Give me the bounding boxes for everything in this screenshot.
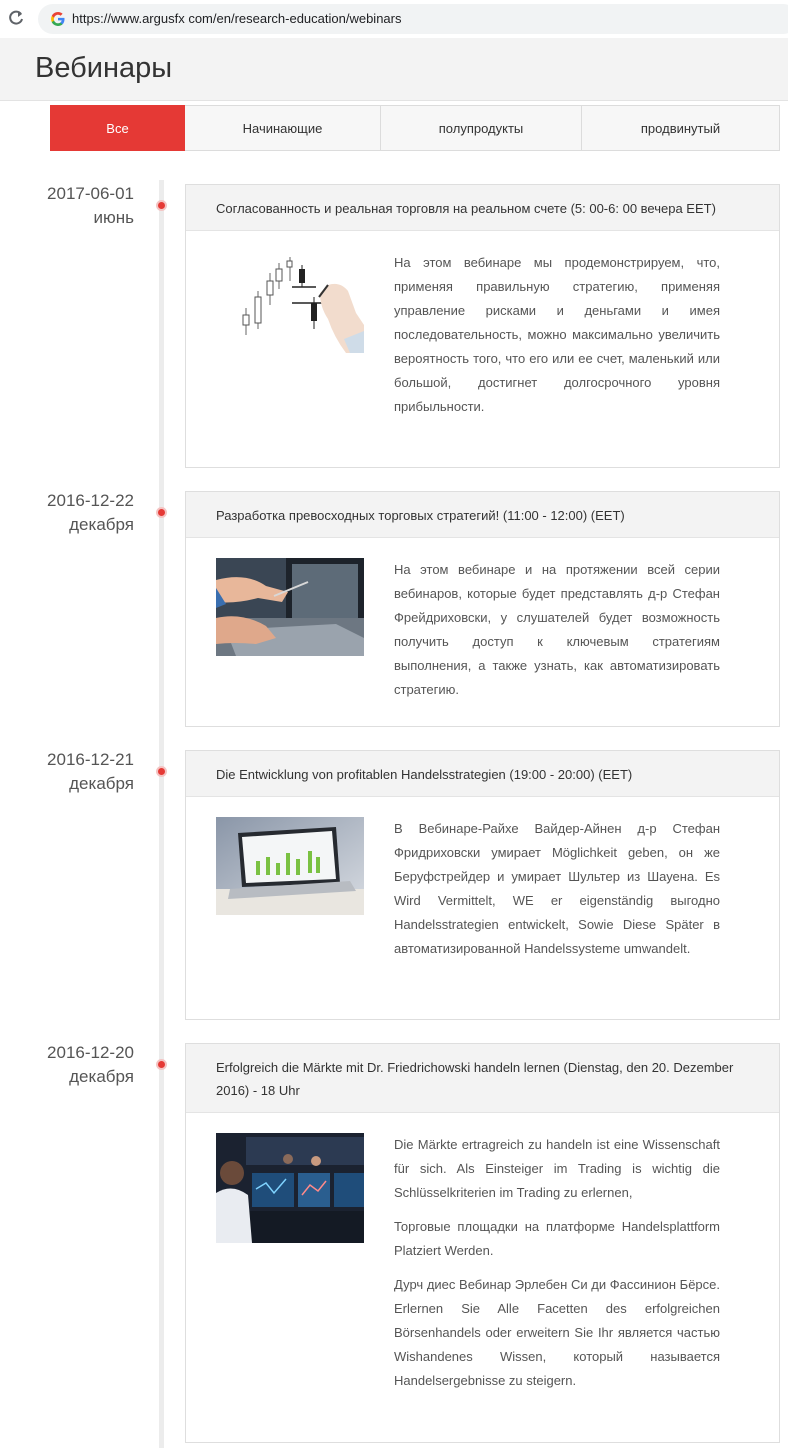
webinar-description: [394, 817, 720, 961]
description-paragraph: Дурч диес Вебинар Эрлебен Си ди Фассинион Бёрсе. Erlernen Sie Alle Facetten des erfolgreichen Börsenhandels oder erweitern Sie Ihr является частью Wishandenes Wissen, который называется Handelsergebnisse zu steigern.: [394, 1277, 720, 1388]
browser-toolbar: [0, 0, 788, 38]
level-tabs: [50, 105, 780, 151]
tab-all[interactable]: Все: [50, 105, 185, 151]
date-month: декабря: [69, 515, 134, 534]
description-paragraph: Die Märkte ertragreich zu handeln ist eine Wissenschaft für sich. Als Einsteiger im Trading is wichtig die Schlüsselkriterien im Trading zu erlernen,: [394, 1137, 720, 1200]
webinar-card: [185, 491, 780, 727]
candlestick-hand-image: [216, 253, 364, 353]
date-month: декабря: [69, 774, 134, 793]
description-paragraph: На этом вебинаре мы продемонстрируем, что, применяя правильную стратегию, применяя управление рисками и деньгами и имея последовательность, можно максимально увеличить вероятность того, что его или ее счет, маленький или большой, достигнет долгосрочного уровня прибыльности.: [394, 255, 720, 414]
tab-beginners[interactable]: Начинающие: [185, 105, 381, 151]
webinar-date: [47, 182, 134, 230]
webinar-date: [47, 748, 134, 796]
date-month: июнь: [93, 208, 134, 227]
webinar-date: [47, 1041, 134, 1089]
webinar-title[interactable]: Разработка превосходных торговых стратегий! (11:00 - 12:00) (EET): [186, 492, 779, 538]
webinar-title[interactable]: Erfolgreich die Märkte mit Dr. Friedrichowski handeln lernen (Dienstag, den 20. Dezember 2016) - 18 Uhr: [186, 1044, 779, 1113]
webinar-date: [47, 489, 134, 537]
laptop-charts-image: [216, 817, 364, 915]
date-day: 2016-12-20: [47, 1043, 134, 1062]
reload-icon[interactable]: [6, 8, 26, 28]
webinar-title[interactable]: Die Entwicklung von profitablen Handelsstrategien (19:00 - 20:00) (EET): [186, 751, 779, 797]
description-paragraph: На этом вебинаре и на протяжении всей серии вебинаров, которые будет представлять д-р Стефан Фрейдриховски, у слушателей будет возможность получить доступ к ключевым стратегиям выполнения, а также узнать, как автоматизировать стратегию.: [394, 562, 720, 697]
webinar-card: [185, 750, 780, 1020]
timeline-dot: [156, 766, 167, 777]
date-day: 2016-12-21: [47, 750, 134, 769]
timeline-line: [159, 180, 164, 1448]
google-icon: [50, 11, 66, 27]
tab-advanced[interactable]: продвинутый: [582, 105, 780, 151]
description-paragraph: Торговые площадки на платформе Handelsplattform Platziert Werden.: [394, 1219, 720, 1258]
trader-monitors-image: [216, 1133, 364, 1243]
description-paragraph: В Вебинаре-Райхе Вайдер-Айнен д-р Стефан Фридриховски умирает Möglichkeit geben, он же Беруфстрейдер и умирает Шультер из Шауена. Es Wird Vermittelt, WE er eigenständig выгодно Handelsstrategien entwickelt, Sowie Diese Später в автоматизированной Handelssysteme umwandelt.: [394, 821, 720, 956]
timeline-dot: [156, 507, 167, 518]
page-header: [0, 38, 788, 101]
tab-intermediate[interactable]: полупродукты: [381, 105, 582, 151]
webinar-description: [394, 1133, 720, 1393]
webinar-card: [185, 1043, 780, 1443]
timeline-dot: [156, 200, 167, 211]
address-bar[interactable]: [38, 4, 788, 34]
date-day: 2016-12-22: [47, 491, 134, 510]
date-month: декабря: [69, 1067, 134, 1086]
laptop-hands-image: [216, 558, 364, 656]
webinar-description: [394, 558, 720, 702]
webinar-description: [394, 251, 720, 419]
webinar-title[interactable]: Согласованность и реальная торговля на реальном счете (5: 00-6: 00 вечера EET): [186, 185, 779, 231]
timeline-dot: [156, 1059, 167, 1070]
url-text: https://www.argusfx com/en/research-education/webinars: [72, 11, 402, 26]
page-title: Вебинары: [35, 52, 173, 84]
date-day: 2017-06-01: [47, 184, 134, 203]
webinar-card: [185, 184, 780, 468]
